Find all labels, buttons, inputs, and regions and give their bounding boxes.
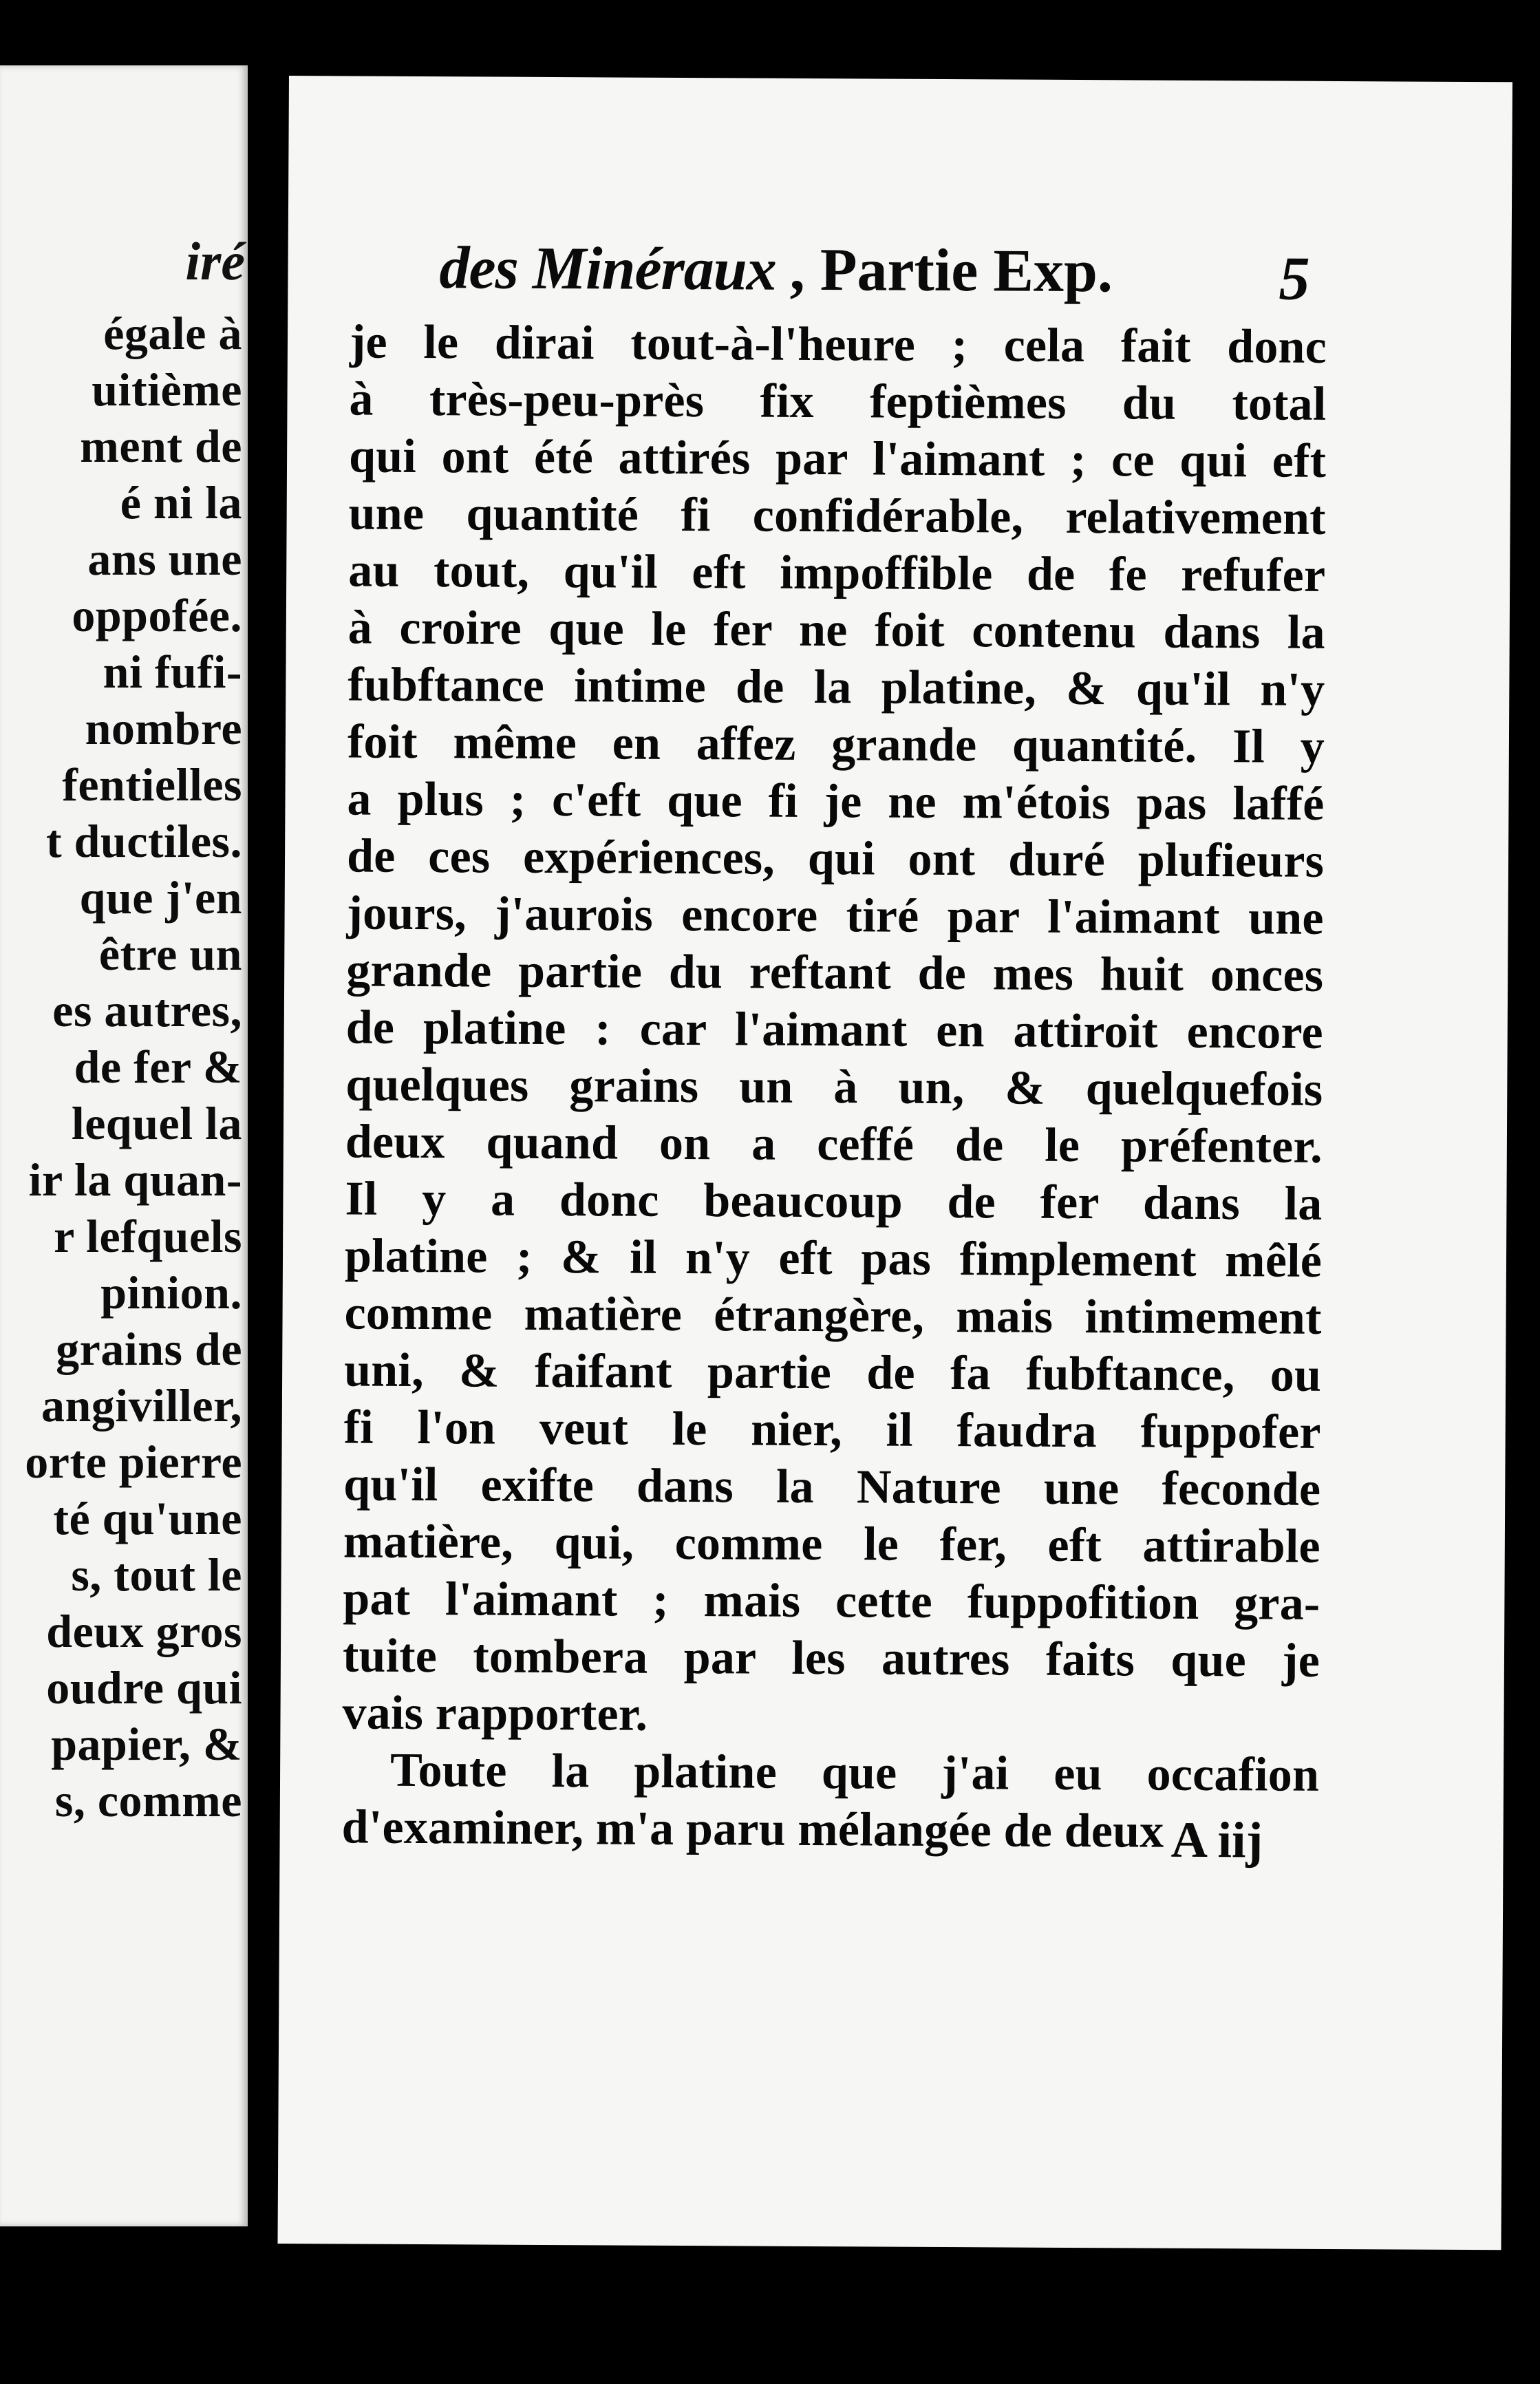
- text-line: à croire que le fer ne foit contenu dans la: [347, 601, 1325, 659]
- facing-text-line: ni fufi-: [103, 646, 242, 698]
- facing-page-fragment: [0, 65, 248, 2226]
- facing-text-line: ir la quan-: [28, 1153, 242, 1206]
- text-line: jours, j'aurois encore tiré par l'aimant une: [346, 886, 1324, 945]
- text-line: Il y a donc beaucoup de fer dans la: [345, 1172, 1323, 1231]
- book-page: [278, 76, 1512, 2250]
- text-line: d'examiner, m'a paru mélangée de deux: [341, 1800, 1164, 1858]
- running-head-section: , Partie Exp.: [789, 236, 1113, 306]
- text-line: je le dirai tout-à-l'heure ; cela fait donc: [349, 315, 1327, 374]
- facing-text-line: pinion.: [100, 1266, 242, 1319]
- body-text: [341, 313, 1327, 1860]
- facing-text-line: que j'en: [79, 871, 242, 924]
- facing-text-line: es autres,: [52, 984, 242, 1036]
- text-line: Toute la platine que j'ai eu occafion: [389, 1743, 1320, 1802]
- facing-text-line: fentielles: [62, 758, 242, 811]
- text-line: quelques grains un à un, & quelquefois: [345, 1058, 1323, 1116]
- scan-speck: [1390, 2285, 1418, 2303]
- facing-text-line: té qu'une: [53, 1492, 242, 1544]
- facing-text-line: grains de: [56, 1323, 242, 1375]
- facing-text-line: angiviller,: [41, 1379, 242, 1432]
- facing-text-line: s, comme: [54, 1774, 242, 1827]
- text-line: pat l'aimant ; mais cette fuppofition gra-: [343, 1572, 1320, 1630]
- facing-text-line: s, tout le: [71, 1548, 242, 1601]
- facing-text-line: nombre: [85, 702, 242, 754]
- text-line: matière, qui, comme le fer, eft attirable: [343, 1515, 1321, 1573]
- page-number: 5: [1279, 244, 1310, 313]
- text-line: deux quand on a ceffé de le préfenter.: [345, 1115, 1323, 1173]
- text-line: de ces expériences, qui ont duré plufieurs: [346, 829, 1325, 888]
- text-line: fi l'on veut le nier, il faudra fuppofer: [343, 1401, 1321, 1459]
- text-line: de platine : car l'aimant en attiroit encore: [345, 1001, 1323, 1059]
- text-line: qu'il exifte dans la Nature une feconde: [343, 1458, 1321, 1516]
- facing-text-line: t ductiles.: [45, 815, 242, 867]
- facing-text-line: oppofée.: [72, 589, 242, 641]
- text-line: vais rapporter.: [342, 1686, 648, 1741]
- facing-text-line: orte pierre: [25, 1436, 242, 1488]
- text-line: une quantité fi confidérable, relativement: [348, 487, 1326, 545]
- text-line: tuite tombera par les autres faits que je: [342, 1629, 1320, 1688]
- facing-text-line: lequel la: [71, 1097, 242, 1149]
- text-line: au tout, qu'il eft impoffible de fe refufer: [348, 544, 1326, 602]
- text-line: qui ont été attirés par l'aimant ; ce qui eft: [348, 429, 1327, 488]
- facing-text-line: r lefquels: [54, 1210, 242, 1262]
- facing-text-line: être un: [98, 928, 242, 980]
- text-line: comme matière étrangère, mais intimement: [344, 1286, 1322, 1345]
- text-line: fubftance intime de la platine, & qu'il n'y: [347, 658, 1325, 716]
- facing-text-line: de fer &: [74, 1041, 242, 1093]
- text-line: platine ; & il n'y eft pas fimplement mêlé: [344, 1229, 1323, 1288]
- text-line: à très-peu-près fix feptièmes du total: [349, 372, 1327, 431]
- facing-text-line: ment de: [80, 420, 242, 472]
- facing-text-line: oudre qui: [46, 1661, 242, 1714]
- facing-text-line: deux gros: [46, 1605, 242, 1657]
- facing-text-line: é ni la: [120, 476, 242, 529]
- facing-text-line: égale à: [103, 307, 242, 359]
- text-line: uni, & faifant partie de fa fubftance, ou: [343, 1343, 1322, 1402]
- facing-page-running-head: iré: [185, 231, 245, 291]
- text-line: a plus ; c'eft que fi je ne m'étois pas laffé: [347, 772, 1325, 831]
- text-line: grande partie du reftant de mes huit onces: [345, 944, 1324, 1002]
- facing-text-line: papier, &: [51, 1718, 242, 1770]
- signature-mark: A iij: [1170, 1811, 1263, 1869]
- running-head-title: des Minéraux: [439, 235, 776, 304]
- facing-text-line: uitième: [92, 363, 242, 416]
- text-line: foit même en affez grande quantité. Il y: [347, 715, 1325, 774]
- facing-text-line: ans une: [87, 533, 242, 585]
